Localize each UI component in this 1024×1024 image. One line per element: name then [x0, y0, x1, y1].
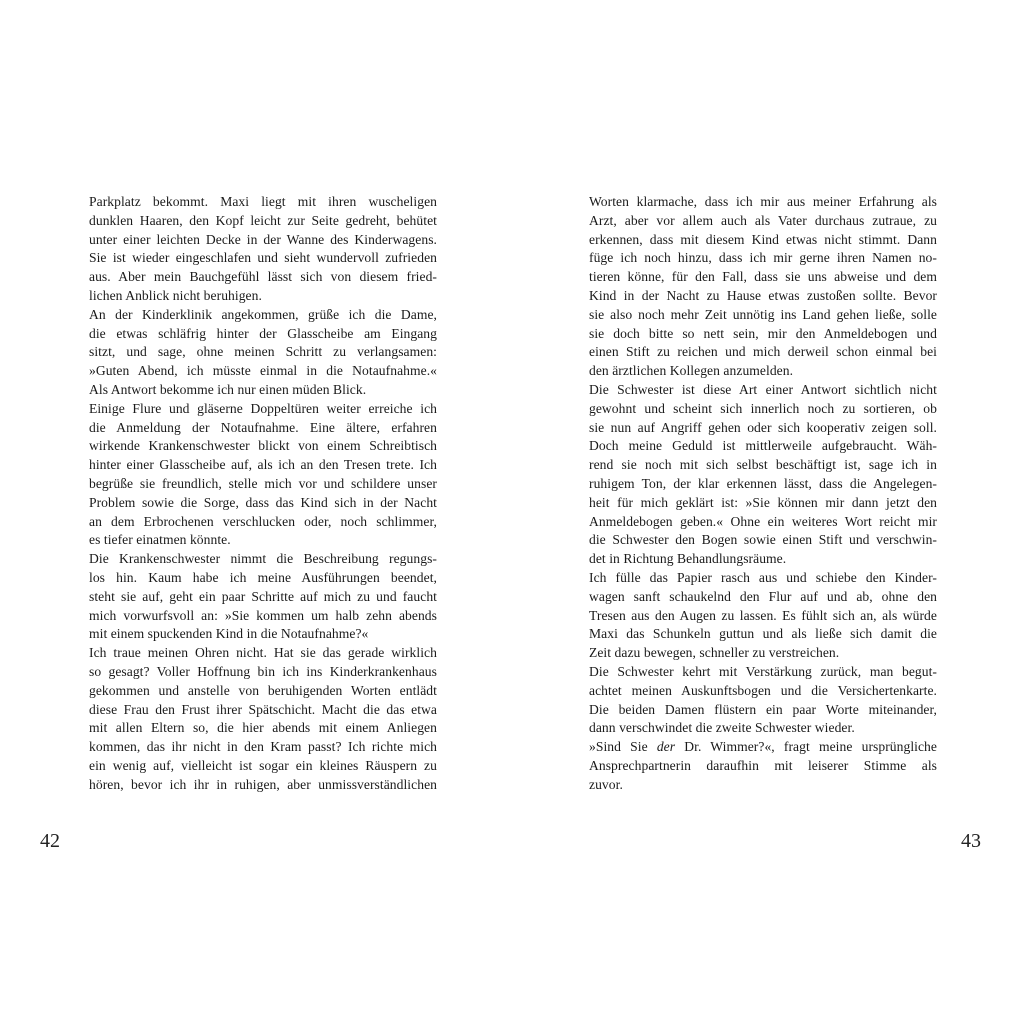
text-line: kommen, das ihr nicht in den Kram passt? Ich richte mich [89, 739, 437, 755]
right-page [512, 0, 1024, 1024]
text-line: Doch meine Geduld ist mittlerweile aufgebraucht. Wäh- [589, 438, 937, 454]
text-line: es tiefer einatmen könnte. [89, 532, 231, 548]
text-line: Kind in der Nacht zu Hause etwas zustoßen sollte. Bevor [589, 287, 937, 303]
text-line: gekommen und anstelle von beruhigenden Worten entlädt [89, 682, 437, 698]
emphasis: der [656, 739, 676, 755]
text-line: Worten klarmache, dass ich mir aus meiner Erfahrung als [589, 194, 937, 209]
text-line: hinter einer Glasscheibe auf, als ich an den Tresen trete. Ich [89, 457, 437, 473]
right-page-number: 43 [961, 830, 981, 852]
text-line: an dem Erbrochenen verschlucken oder, noch schlimmer, [89, 513, 437, 529]
text-line: dunklen Haaren, den Kopf leicht zur Seite gedreht, behütet [89, 212, 437, 228]
text-line: die Schwester den Bogen sowie einen Stift und verschwin- [589, 532, 937, 548]
left-page-number: 42 [40, 830, 60, 852]
text-line: los hin. Kaum habe ich meine Ausführungen beendet, [89, 569, 437, 585]
text-line: dann verschwindet die zweite Schwester wieder. [589, 720, 855, 736]
right-page-text [589, 193, 937, 795]
text-line: sitzt, und sage, ohne meinen Schritt zu verlangsamen: [89, 344, 437, 360]
text-line: det in Richtung Behandlungsräume. [589, 551, 787, 567]
text-line: Einige Flure und gläserne Doppeltüren weiter erreiche ich [89, 400, 437, 416]
text-line: heit für mich geklärt ist: »Sie können mir dann jetzt den [589, 494, 937, 510]
text-line: unter einer leichten Decke in der Wanne des Kinderwagens. [89, 231, 437, 247]
text-line: Parkplatz bekommt. Maxi liegt mit ihren wuscheligen [89, 194, 437, 209]
text-line: achtet meinen Auskunftsbogen und die Versichertenkarte. [589, 682, 937, 698]
text-line: zuvor. [589, 776, 623, 792]
text-line: Anmeldebogen geben.« Ohne ein weiteres Wort reicht mir [589, 513, 937, 529]
text-line: mit einem spuckenden Kind in die Notaufnahme?« [89, 626, 369, 642]
text-line: erkennen, dass mit diesem Kind etwas nicht stimmt. Dann [589, 231, 937, 247]
text-line: so gesagt? Voller Hoffnung bin ich ins Kinderkrankenhaus [89, 663, 437, 679]
text-line: rend sie noch mit sich selbst beschäftigt ist, sage ich in [589, 457, 937, 473]
text-line: wagen sanft schaukelnd den Flur auf und ab, ohne den [589, 588, 937, 604]
text-line: Arzt, aber vor allem auch als Vater durchaus zutraue, zu [589, 212, 937, 228]
text-line: »Sind Sie der Dr. Wimmer?«, fragt meine ursprüngliche [589, 739, 937, 755]
text-line: einen Stift zu reichen und mich derweil schon einmal bei [589, 344, 937, 360]
text-line: die Anmeldung der Notaufnahme. Eine ältere, erfahren [89, 419, 437, 435]
text-line: Die Schwester kehrt mit Verstärkung zurück, man begut- [589, 663, 937, 679]
text-line: Die Schwester ist diese Art einer Antwort sichtlich nicht [589, 381, 937, 397]
text-line: steht sie auf, geht ein paar Schritte auf mich zu und faucht [89, 588, 437, 604]
text-line: Problem sowie die Sorge, dass das Kind sich in der Nacht [89, 494, 437, 510]
text-line: hören, bevor ich ihr in ruhigen, aber unmissverständlichen [89, 776, 437, 792]
text-line: Die beiden Damen flüstern ein paar Worte miteinander, [589, 701, 937, 717]
text-line: den ärztlichen Kollegen anzumelden. [589, 363, 794, 379]
text-line: füge ich noch hinzu, dass ich mir gerne ihren Namen no- [589, 250, 937, 266]
left-page-text [89, 193, 437, 795]
text-line: ruhigem Ton, der klar erkennen lässt, dass die Angelegen- [589, 475, 937, 491]
text-line: gewohnt und scheint sich innerlich noch zu sortieren, ob [589, 400, 937, 416]
text-line: sie also noch mehr Zeit unnötig ins Land gehen ließe, solle [589, 306, 937, 322]
text-line: Die Krankenschwester nimmt die Beschreibung regungs- [89, 551, 437, 567]
text-line: mit allen Eltern so, die hier abends mit einem Anliegen [89, 720, 437, 736]
text-line: wirkende Krankenschwester blickt von einem Schreibtisch [89, 438, 437, 454]
text-line: Ich traue meinen Ohren nicht. Hat sie das gerade wirklich [89, 645, 437, 661]
text-line: Als Antwort bekomme ich nur einen müden Blick. [89, 381, 367, 397]
text-line: An der Kinderklinik angekommen, grüße ich die Dame, [89, 306, 437, 322]
text-line: aus. Aber mein Bauchgefühl lässt sich von diesem fried- [89, 269, 437, 285]
text-line: sie nun auf Angriff gehen oder sich kooperativ zeigen soll. [589, 419, 937, 435]
text-line: Ich fülle das Papier rasch aus und schiebe den Kinder- [589, 569, 937, 585]
text-line: tieren könne, für den Fall, dass sie uns abweise und dem [589, 269, 937, 285]
text-line: Tresen aus den Augen zu lassen. Es fühlt sich an, als würde [589, 607, 937, 623]
text-line: Zeit dazu bewegen, schneller zu verstreichen. [589, 645, 840, 661]
text-line: diese Frau den Frust ihrer Spätschicht. Macht die das etwa [89, 701, 437, 717]
text-line: die etwas schläfrig hinter der Glasscheibe am Eingang [89, 325, 437, 341]
text-line: sie doch bitte so nett sein, mir den Anmeldebogen und [589, 325, 937, 341]
text-line: »Guten Abend, ich müsste einmal in die Notaufnahme.« [89, 363, 437, 379]
text-line: begrüße sie freundlich, stelle mich vor und schildere unser [89, 475, 437, 491]
text-line: lichen Anblick nicht beruhigen. [89, 287, 262, 303]
text-line: mich vorwurfsvoll an: »Sie kommen um halb zehn abends [89, 607, 437, 623]
text-line: Sie ist wieder eingeschlafen und sieht wundervoll zufrieden [89, 250, 437, 266]
text-line: ein wenig auf, vielleicht ist sogar ein kleines Räuspern zu [89, 757, 437, 773]
text-line: Maxi das Schunkeln guttun und als ließe sich damit die [589, 626, 937, 642]
text-line: Ansprechpartnerin daraufhin mit leiserer Stimme als [589, 757, 937, 773]
